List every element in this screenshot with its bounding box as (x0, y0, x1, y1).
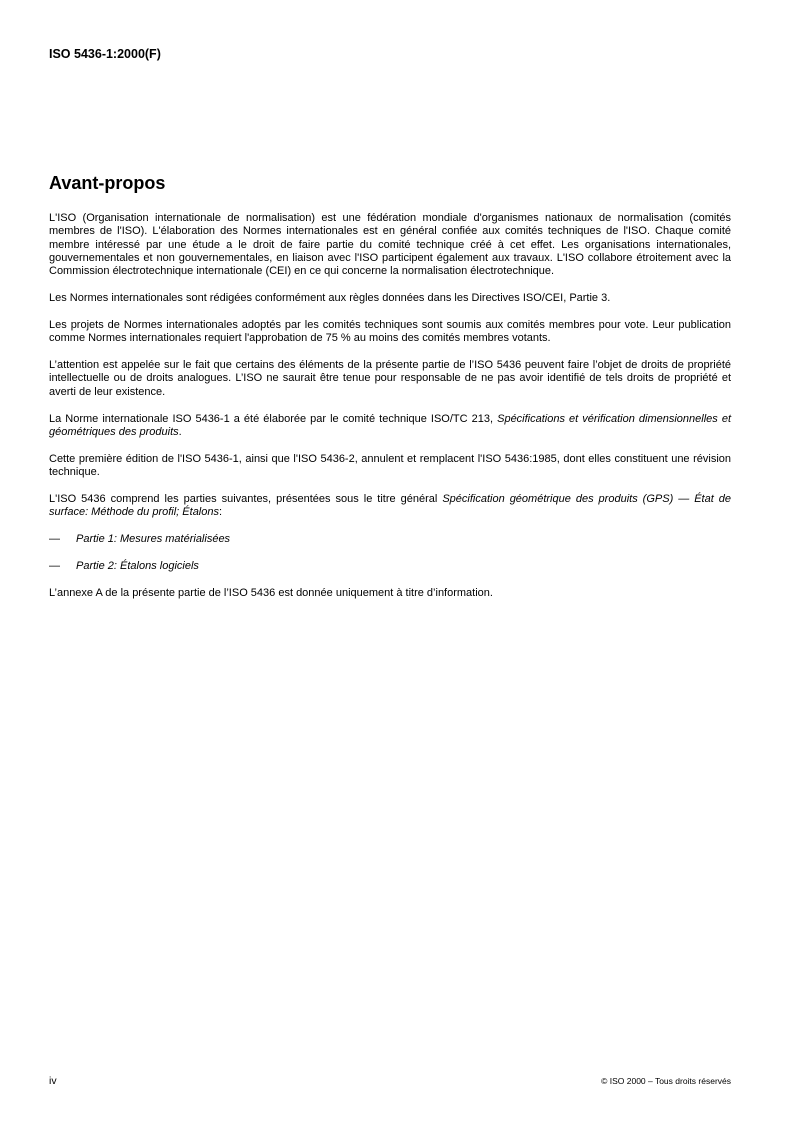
foreword-body (49, 212, 731, 614)
page-number: iv (49, 1075, 57, 1087)
tc-end: . (178, 425, 182, 438)
list-item-label: Partie 1: Mesures matérialisées (76, 533, 231, 546)
tc-text: La Norme internationale ISO 5436-1 a été élaborée par le comité technique ISO/TC 213, (49, 412, 498, 425)
paragraph-iso-intro: L'ISO (Organisation internationale de normalisation) est une fédération mondiale d'organismes nationaux de normalisation (comités membres de l'ISO). L'élaboration des Normes internationales est en général confiée aux comités techniques de l'ISO. Chaque comité membre intéressé par une étude a le droit de faire partie du comité technique créé à cet effet. Les organisations internationales, gouvernementales et non gouvernementales, en liaison avec l'ISO participent également aux travaux. L'ISO collabore étroitement avec la Commission électrotechnique internationale (CEI) en ce qui concerne la normalisation électrotechnique. (49, 212, 731, 278)
document-id-header: ISO 5436-1:2000(F) (49, 47, 161, 61)
paragraph-technical-committee (49, 413, 731, 440)
em-dash-bullet: — (49, 560, 60, 573)
parts-end: : (218, 506, 223, 519)
paragraph-voting: Les projets de Normes internationales adoptés par les comités techniques sont soumis aux comités membres pour vote. Leur publication comme Normes internationales requiert l'approbation de 75 % au moins des comités membres votants. (49, 318, 731, 345)
paragraph-edition: Cette première édition de l'ISO 5436-1, ainsi que l'ISO 5436-2, annulent et remplacent l'ISO 5436:1985, dont elles constituent une révision technique. (49, 452, 731, 479)
list-item (49, 533, 731, 546)
section-title: Avant-propos (49, 173, 166, 193)
parts-italic-title: Spécification géométrique des produits (GPS) — État de surface: Méthode du profil; Étalons (49, 493, 732, 519)
em-dash-bullet: — (49, 533, 60, 546)
paragraph-parts (49, 493, 731, 520)
paragraph-annex: L’annexe A de la présente partie de l’ISO 5436 est donnée uniquement à titre d’information. (49, 586, 493, 599)
copyright-notice: © ISO 2000 – Tous droits réservés (601, 1076, 731, 1086)
parts-text: L'ISO 5436 comprend les parties suivantes, présentées sous le titre général (49, 493, 443, 506)
paragraph-directives: Les Normes internationales sont rédigées conformément aux règles données dans les Directives ISO/CEI, Partie 3. (49, 292, 611, 305)
paragraph-patent-rights: L’attention est appelée sur le fait que certains des éléments de la présente partie de l’ISO 5436 peuvent faire l’objet de droits de propriété intellectuelle ou de droits analogues. L’ISO ne saurait être tenue pour responsable de ne pas avoir identifié de tels droits de propriété et averti de leur existence. (49, 359, 731, 398)
list-item (49, 560, 731, 573)
tc-italic-title: Spécifications et vérification dimensionnelles et géométriques des produits (49, 412, 731, 438)
list-item-label: Partie 2: Étalons logiciels (76, 560, 199, 573)
